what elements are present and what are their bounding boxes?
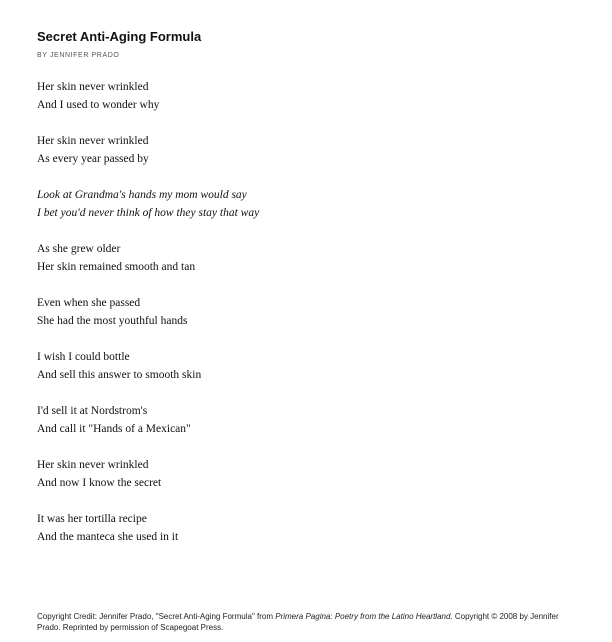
credit-prefix: Copyright Credit: Jennifer Prado, "Secret Anti-Aging Formula" from (37, 612, 276, 621)
stanza (37, 78, 259, 114)
poem-line: She had the most youthful hands (37, 315, 188, 327)
poem-line: Look at Grandma's hands my mom would say (37, 189, 247, 201)
stanza (37, 240, 259, 276)
poem-line: I bet you'd never think of how they stay that way (37, 207, 260, 219)
book-title: Primera Pagina: Poetry from the Latino Heartland (275, 612, 451, 621)
credit-suffix: . Copyright © 2008 by Jennifer Prado. Reprinted by permission of Scapegoat Press. (37, 612, 559, 632)
poem-line: Her skin never wrinkled (37, 459, 149, 471)
stanza (37, 510, 259, 546)
stanza (37, 402, 259, 438)
poem-line: Her skin remained smooth and tan (37, 261, 196, 273)
poem-line: Even when she passed (37, 297, 141, 309)
poem-body (37, 78, 259, 564)
poem-line: And now I know the secret (37, 477, 162, 489)
poem-byline: BY JENNIFER PRADO (37, 52, 120, 59)
stanza (37, 348, 259, 384)
poem-line: And the manteca she used in it (37, 531, 179, 543)
poem-line: As every year passed by (37, 153, 149, 165)
poem-line: Her skin never wrinkled (37, 135, 149, 147)
poem-line: And call it "Hands of a Mexican" (37, 423, 191, 435)
stanza (37, 132, 259, 168)
poem-title: Secret Anti-Aging Formula (37, 29, 202, 44)
poem-line: I wish I could bottle (37, 351, 130, 363)
stanza (37, 294, 259, 330)
stanza (37, 186, 259, 222)
poem-line: And sell this answer to smooth skin (37, 369, 202, 381)
poem-line: Her skin never wrinkled (37, 81, 149, 93)
stanza (37, 456, 259, 492)
poem-line: As she grew older (37, 243, 121, 255)
poem-line: And I used to wonder why (37, 99, 160, 111)
poem-line: I'd sell it at Nordstrom's (37, 405, 148, 417)
copyright-credit (37, 611, 582, 633)
poem-line: It was her tortilla recipe (37, 513, 147, 525)
